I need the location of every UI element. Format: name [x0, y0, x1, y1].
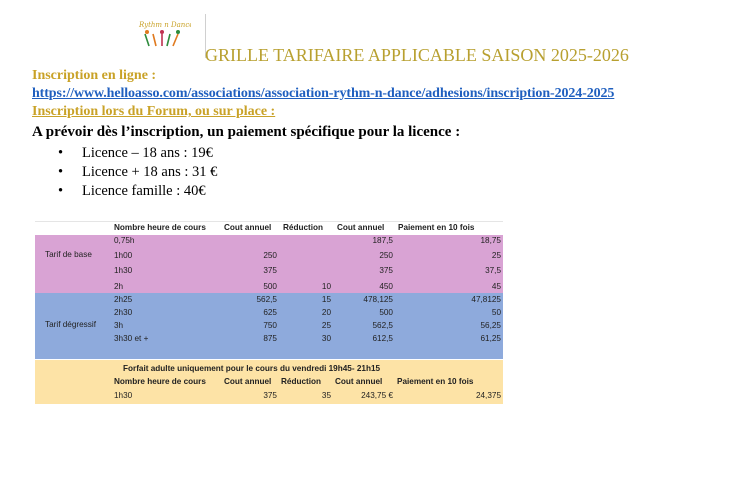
forfait-header-annual-cost: Cout annuel: [224, 377, 272, 386]
table-row: 3h 750 25 562,5 56,25: [114, 321, 501, 330]
table-row: 2h 500 10 450 45: [114, 282, 501, 291]
forfait-title: Forfait adulte uniquement pour le cours du vendredi 19h45- 21h15: [123, 364, 381, 373]
bullet-icon: •: [58, 183, 64, 199]
forfait-header-reduction: Réduction: [281, 377, 322, 386]
header-course-hours: Nombre heure de cours: [114, 223, 206, 232]
forfait-header-annual-cost-after: Cout annuel: [335, 377, 383, 386]
page-title: GRILLE TARIFAIRE APPLICABLE SAISON 2025-2026: [205, 45, 629, 65]
online-inscription-label: Inscription en ligne :: [32, 68, 157, 83]
header-pay-10: Paiement en 10 fois: [398, 223, 475, 232]
pricing-table: [35, 215, 503, 405]
header-reduction: Réduction: [283, 223, 324, 232]
table-row: 0,75h 187,5 18,75: [114, 236, 501, 245]
licence-list: [58, 144, 217, 201]
bullet-icon: •: [58, 145, 64, 161]
forfait-header-course-hours: Nombre heure de cours: [114, 377, 206, 386]
forfait-header-pay-10: Paiement en 10 fois: [397, 377, 474, 386]
table-row: 1h00 250 250 25: [114, 251, 501, 260]
forum-inscription-label: Inscription lors du Forum, ou sur place :: [32, 104, 276, 119]
svg-text:Rythm n Dance: Rythm n Dance: [139, 21, 191, 29]
header-annual-cost: Cout annuel: [224, 223, 272, 232]
table-row: 1h30 375 375 37,5: [114, 266, 501, 275]
table-row: 2h30 625 20 500 50: [114, 308, 501, 317]
list-item: • Licence famille : 40€: [58, 183, 206, 199]
group-label-base: Tarif de base: [45, 250, 92, 259]
association-logo: [135, 16, 191, 52]
table-row: 3h30 et + 875 30 612,5 61,25: [114, 334, 501, 343]
list-item: • Licence – 18 ans : 19€: [58, 145, 213, 161]
licence-note: A prévoir dès l’inscription, un paiement spécifique pour la licence :: [32, 124, 461, 140]
header-annual-cost-after: Cout annuel: [337, 223, 385, 232]
bullet-icon: •: [58, 164, 64, 180]
list-item: • Licence + 18 ans : 31 €: [58, 164, 218, 180]
table-top-border: [35, 215, 503, 222]
table-row: 2h25 562,5 15 478,125 47,8125: [114, 295, 501, 304]
helloasso-link[interactable]: https://www.helloasso.com/associations/association-rythm-n-dance/adhesions/inscription-2024-2025: [32, 86, 615, 101]
forfait-row: 1h30 375 35 243,75 € 24,375: [114, 391, 501, 400]
group-label-degressive: Tarif dégressif: [45, 320, 96, 329]
